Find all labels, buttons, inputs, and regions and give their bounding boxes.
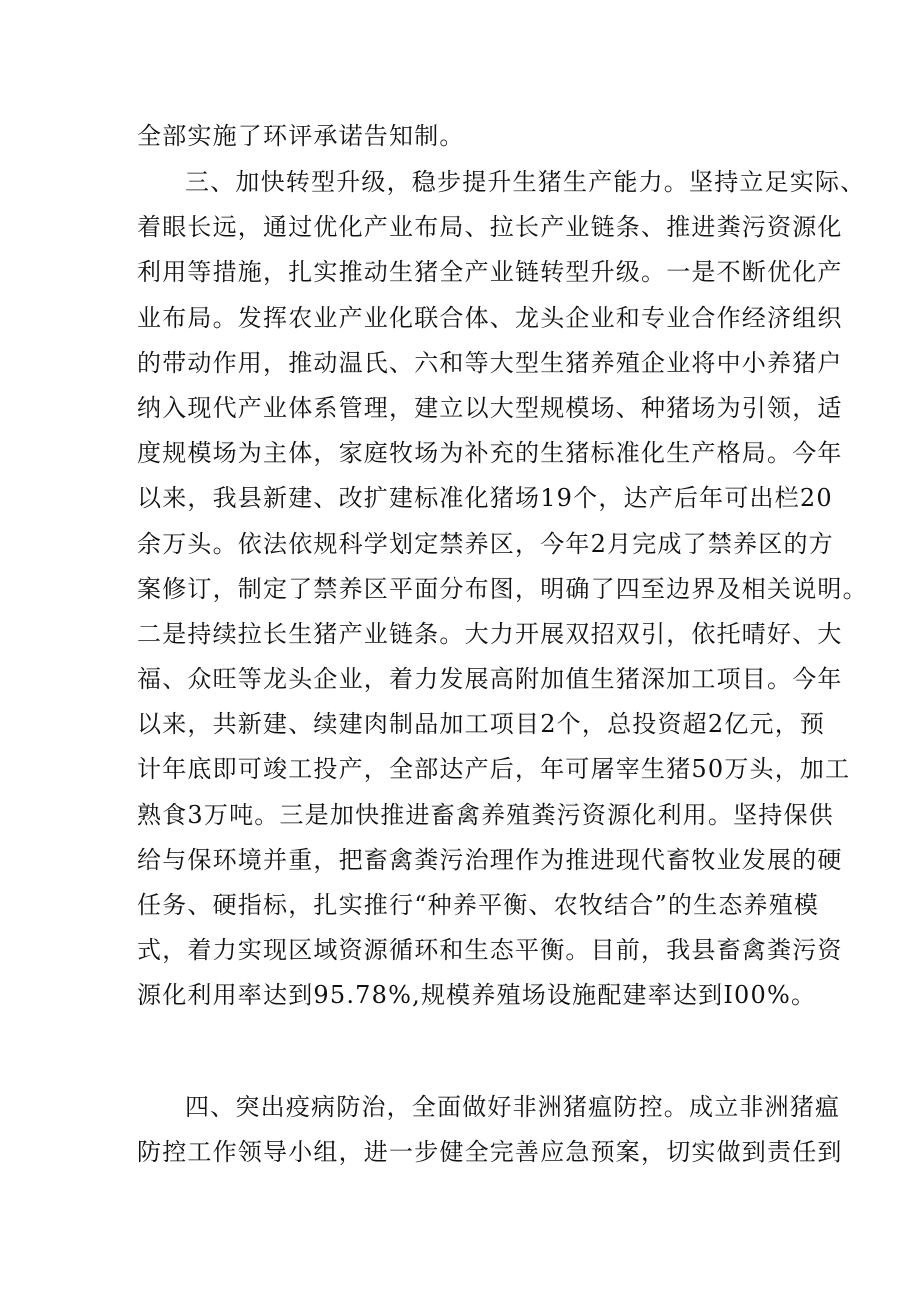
- text-line: 源化利用率达到95.78%,规模养殖场设施配建率达到I00%。: [137, 981, 817, 1010]
- text-line: 四、突出疫病防治，全面做好非洲猪瘟防控。成立非洲猪瘟: [185, 1093, 841, 1121]
- text-line: 二是持续拉长生猪产业链条。大力开展双招双引，依托晴好、大: [137, 619, 843, 648]
- text-line: 以来，我县新建、改扩建标准化猪场19个，达产后年可出栏20: [137, 484, 833, 513]
- paragraph-section-four: [137, 1085, 843, 1175]
- text-line: 利用等措施，扎实推动生猪全产业链转型升级。一是不断优化产: [137, 258, 843, 287]
- text-line: 防控工作领导小组，进一步健全完善应急预案，切实做到责任到: [137, 1138, 843, 1167]
- paragraph-section-three: [137, 160, 868, 1019]
- text-line: 三、加快转型升级，稳步提升生猪生产能力。坚持立足实际、: [185, 168, 866, 196]
- text-line: 度规模场为主体，家庭牧场为补充的生猪标准化生产格局。今年: [137, 439, 843, 468]
- text-line: 式，着力实现区域资源循环和生态平衡。目前，我县畜禽粪污资: [137, 936, 843, 965]
- text-line: 任务、硬指标，扎实推行“种养平衡、农牧结合”的生态养殖模: [137, 891, 820, 919]
- text-line: 案修订，制定了禁养区平面分布图，明确了四至边界及相关说明。: [137, 574, 868, 603]
- text-line: 全部实施了环评承诺告知制。: [137, 122, 465, 150]
- text-line: 着眼长远，通过优化产业布局、拉长产业链条、推进粪污资源化: [137, 213, 843, 242]
- paragraph-continuation: [137, 114, 797, 159]
- text-line: 余万头。依法依规科学划定禁养区，今年2月完成了禁养区的方: [137, 529, 834, 558]
- text-line: 以来，共新建、续建肉制品加工项目2个，总投资超2亿元，预: [137, 710, 826, 739]
- text-line: 的带动作用，推动温氏、六和等大型生猪养殖企业将中小养猪户: [137, 348, 843, 377]
- text-line: 计年底即可竣工投产，全部达产后，年可屠宰生猪50万头，加工: [137, 755, 851, 784]
- text-line: 给与保环境并重，把畜禽粪污治理作为推进现代畜牧业发展的硬: [137, 845, 843, 874]
- text-line: 纳入现代产业体系管理，建立以大型规模场、种猪场为引领，适: [137, 393, 843, 422]
- text-line: 熟食3万吨。三是加快推进畜禽养殖粪污资源化利用。坚持保供: [137, 800, 834, 829]
- text-line: 业布局。发挥农业产业化联合体、龙头企业和专业合作经济组织: [137, 303, 843, 332]
- text-line: 福、众旺等龙头企业，着力发展高附加值生猪深加工项目。今年: [137, 665, 843, 694]
